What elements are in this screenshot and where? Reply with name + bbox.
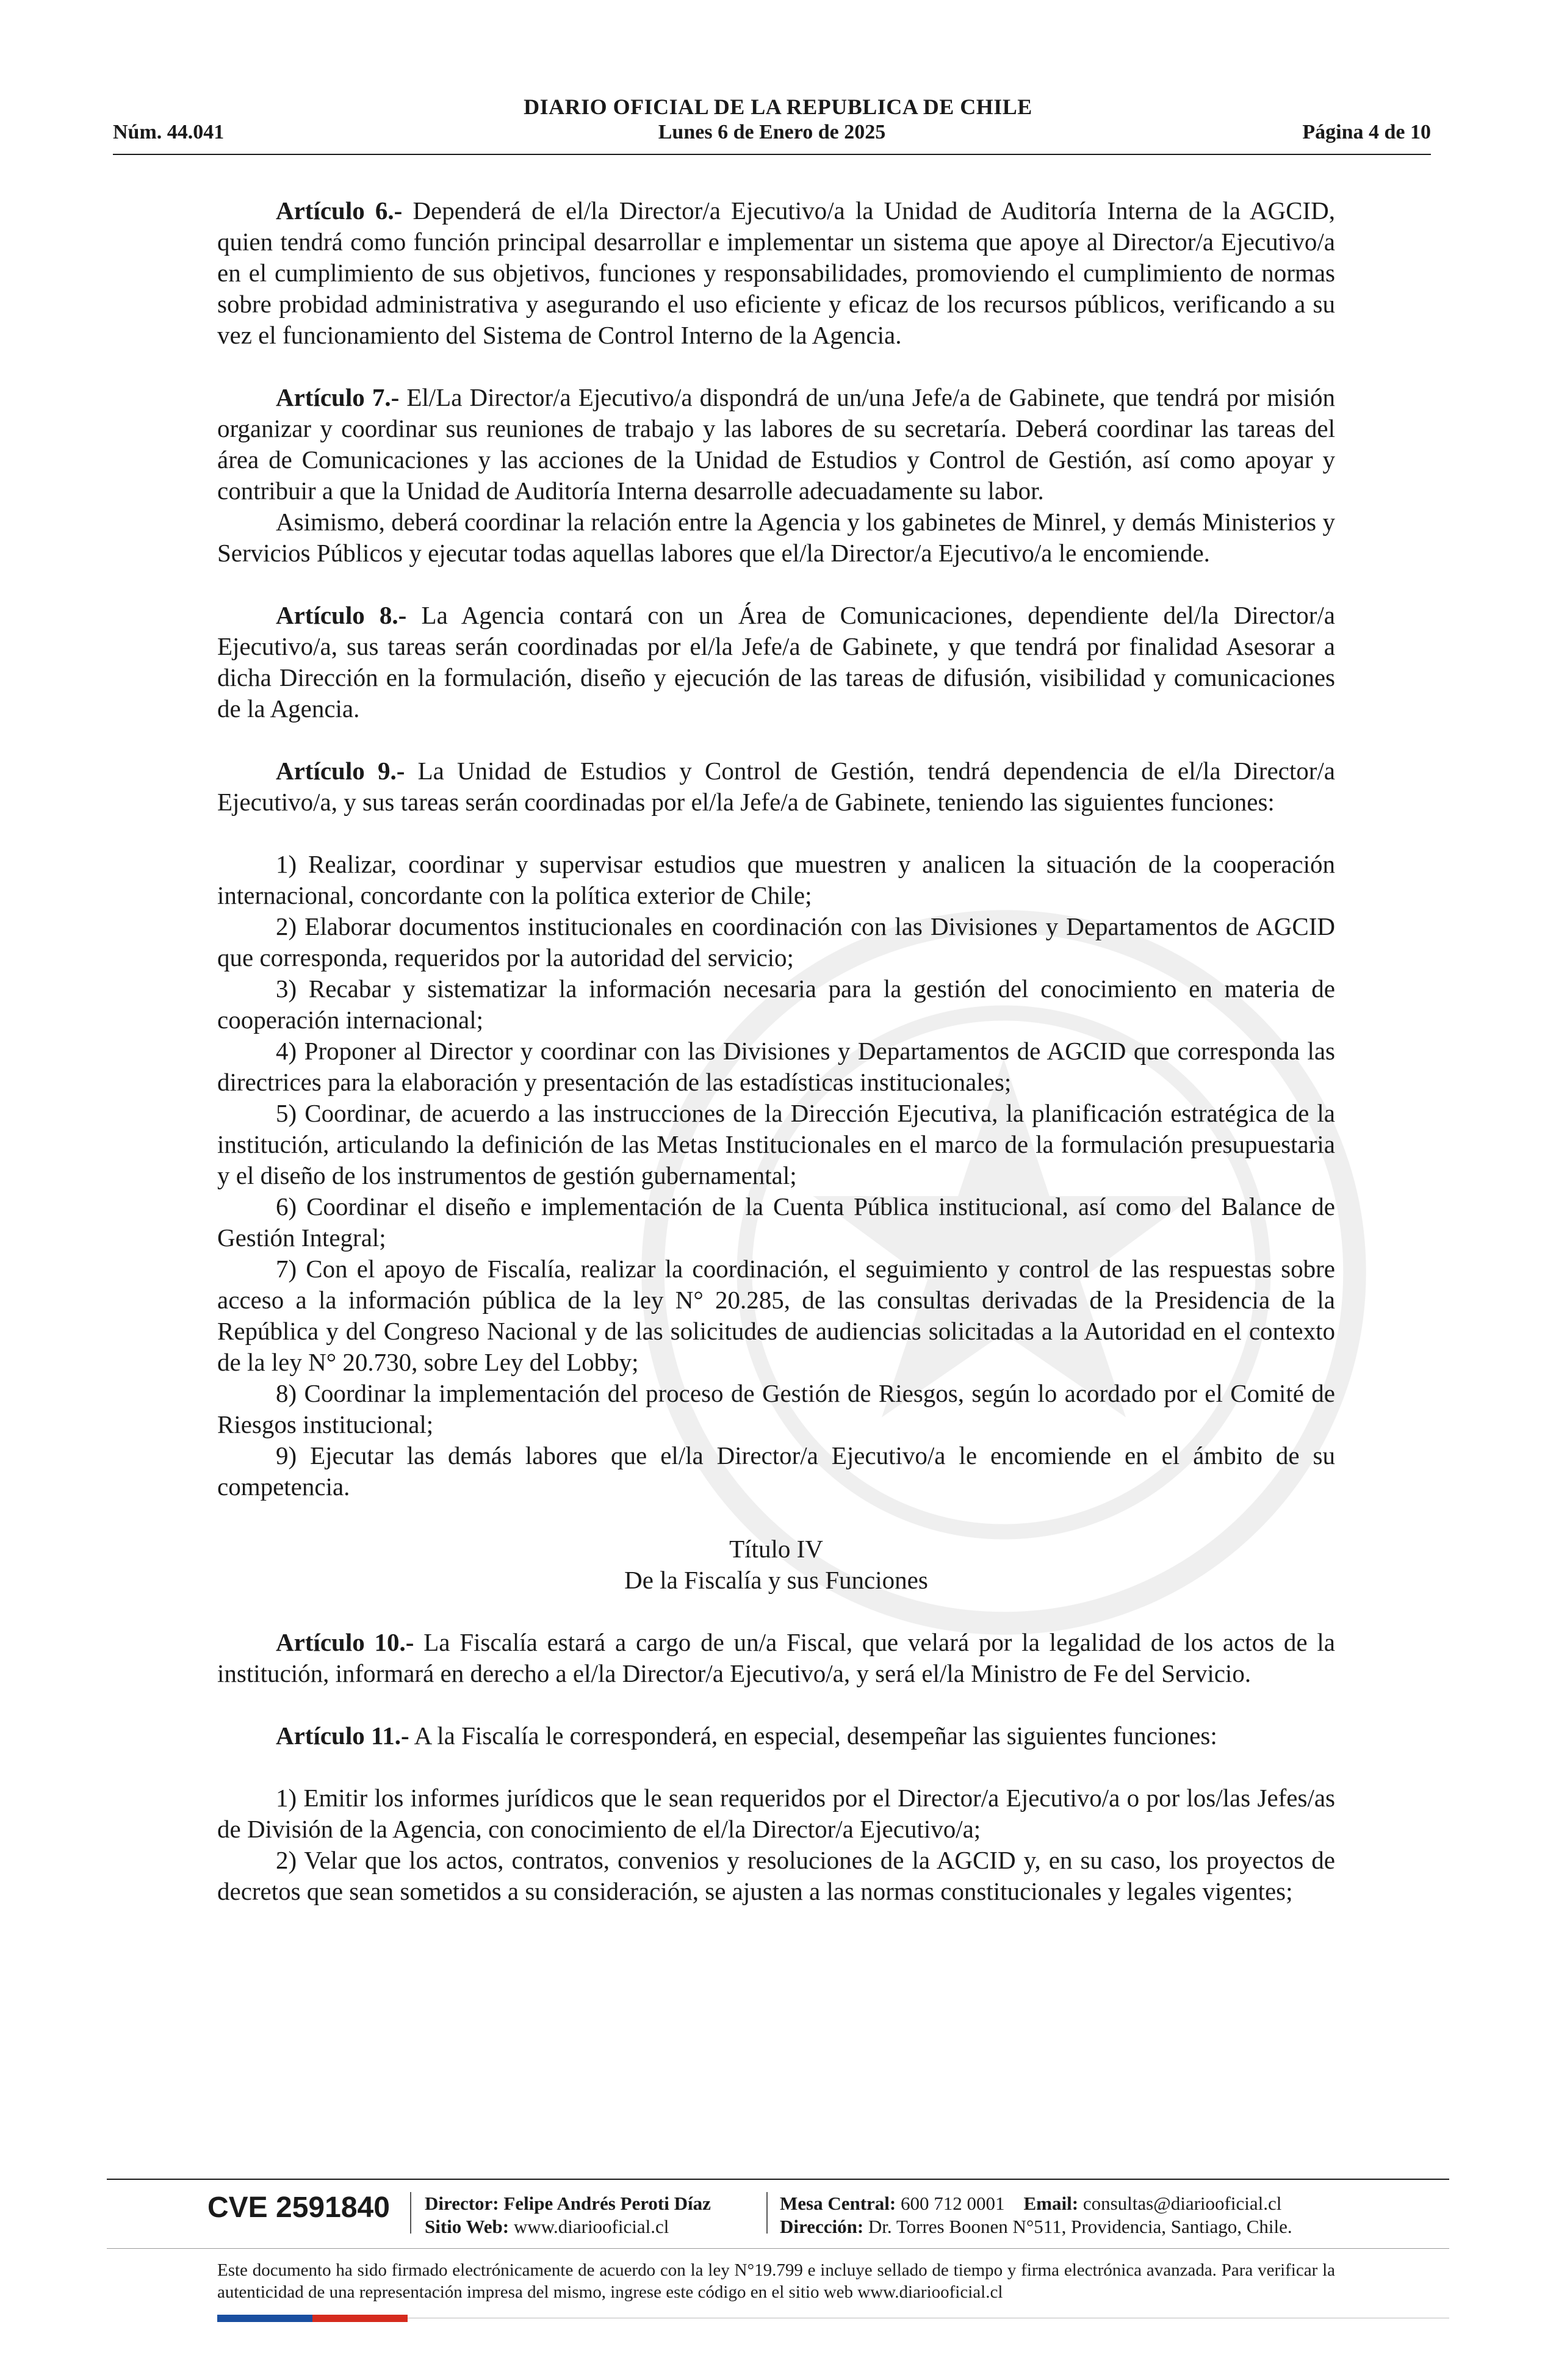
list-item: 5) Coordinar, de acuerdo a las instrucciones de la Dirección Ejecutiva, la planificación estratégica de la institución, articulando la definición de las Metas Institucionales en el marco de la formulación presupuestaria y el diseño de los instrumentos de gestión gubernamental; <box>217 1099 1335 1189</box>
phone-number: 600 712 0001 <box>901 2193 1005 2214</box>
article-6 <box>217 195 1335 351</box>
article-heading: Artículo 11.- <box>276 1722 409 1750</box>
article-7 <box>217 382 1335 507</box>
article-text: La Unidad de Estudios y Control de Gestión, tendrá dependencia de el/la Director/a Ejecutivo/a, y sus tareas serán coordinadas por el/la Jefe/a de Gabinete, teniendo las siguientes funciones: <box>217 757 1335 816</box>
cve-code: CVE 2591840 <box>207 2191 390 2224</box>
website-link[interactable]: www.diariooficial.cl <box>513 2216 669 2237</box>
list-item: 1) Emitir los informes jurídicos que le sean requeridos por el Director/a Ejecutivo/a o por los/las Jefes/as de División de la Agencia, con conocimiento de el/la Director/a Ejecutivo/a; <box>217 1784 1335 1843</box>
chile-flag-bar <box>217 2315 408 2322</box>
signature-disclaimer: Este documento ha sido firmado electrónicamente de acuerdo con la ley N°19.799 e incluye sellado de tiempo y firma electrónica avanzada. Para verificar la autenticidad de una representación impresa del mismo, ingrese este código en el sitio web www.diariooficial.cl <box>217 2260 1335 2302</box>
header-divider <box>113 154 1431 155</box>
section-subtitle: De la Fiscalía y sus Funciones <box>624 1566 928 1594</box>
article-11 <box>217 1720 1335 1751</box>
address-label: Dirección: <box>780 2216 864 2237</box>
list-item: 1) Realizar, coordinar y supervisar estudios que muestren y analicen la situación de la cooperación internacional, concordante con la política exterior de Chile; <box>217 850 1335 909</box>
article-text: A la Fiscalía le corresponderá, en especial, desempeñar las siguientes funciones: <box>409 1722 1217 1750</box>
article-text: La Fiscalía estará a cargo de un/a Fiscal, que velará por la legalidad de los actos de la institución, informará en derecho a el/la Director/a Ejecutivo/a, y será el/la Ministro de Fe del Servicio. <box>217 1628 1335 1687</box>
address-text: Dr. Torres Boonen N°511, Providencia, Santiago, Chile. <box>868 2216 1292 2237</box>
footer-divider <box>107 2179 1449 2180</box>
list-item: 3) Recabar y sistematizar la información necesaria para la gestión del conocimiento en materia de cooperación internacional; <box>217 975 1335 1034</box>
article-heading: Artículo 9.- <box>276 757 405 785</box>
article-heading: Artículo 6.- <box>276 197 403 225</box>
article-text: El/La Director/a Ejecutivo/a dispondrá de un/una Jefe/a de Gabinete, que tendrá por misión organizar y coordinar sus reuniones de trabajo y las labores de su secretaría. Deberá coordinar las tareas del área de Comunicaciones y las acciones de la Unidad de Estudios y Control de Gestión, así como apoyar y contribuir a que la Unidad de Auditoría Interna desarrolle adecuadamente su labor. <box>217 383 1335 505</box>
footer-director-block <box>425 2192 711 2238</box>
list-item: 8) Coordinar la implementación del proceso de Gestión de Riesgos, según lo acordado por el Comité de Riesgos institucional; <box>217 1379 1335 1438</box>
footer-separator <box>766 2192 768 2234</box>
article-9 <box>217 755 1335 818</box>
article-7-paragraph-2: Asimismo, deberá coordinar la relación entre la Agencia y los gabinetes de Minrel, y demás Ministerios y Servicios Públicos y ejecutar todas aquellas labores que el/la Director/a Ejecutivo/a le encomiende. <box>217 508 1335 567</box>
page-indicator: Página 4 de 10 <box>1302 121 1431 143</box>
list-item: 2) Elaborar documentos institucionales en coordinación con las Divisiones y Departamentos de AGCID que corresponda, requeridos por la autoridad del servicio; <box>217 912 1335 972</box>
document-body <box>217 195 1335 1907</box>
article-heading: Artículo 7.- <box>276 383 400 411</box>
article-10 <box>217 1627 1335 1689</box>
list-item: 9) Ejecutar las demás labores que el/la Director/a Ejecutivo/a le encomiende en el ámbito de su competencia. <box>217 1441 1335 1501</box>
article-8 <box>217 600 1335 724</box>
list-item: 4) Proponer al Director y coordinar con las Divisiones y Departamentos de AGCID que corresponda las directrices para la elaboración y presentación de las estadísticas institucionales; <box>217 1037 1335 1096</box>
list-item: 6) Coordinar el diseño e implementación de la Cuenta Pública institucional, así como del Balance de Gestión Integral; <box>217 1192 1335 1252</box>
article-heading: Artículo 10.- <box>276 1628 414 1656</box>
phone-label: Mesa Central: <box>780 2193 896 2214</box>
director-label: Director: <box>425 2193 499 2214</box>
article-text: Dependerá de el/la Director/a Ejecutivo/a la Unidad de Auditoría Interna de la AGCID, quien tendrá como función principal desarrollar e implementar un sistema que apoye al Director/a Ejecutivo/a en el cumplimiento de sus objetivos, funciones y responsabilidades, promoviendo el cumplimiento de normas sobre probidad administrativa y asegurando el uso eficiente y eficaz de los recursos públicos, verificando a su vez el funcionamiento del Sistema de Control Interno de la Agencia. <box>217 197 1335 349</box>
section-title: Título IV <box>729 1535 823 1563</box>
issue-date: Lunes 6 de Enero de 2025 <box>658 121 886 143</box>
list-item: 2) Velar que los actos, contratos, convenios y resoluciones de la AGCID y, en su caso, los proyectos de decretos que sean sometidos a su consideración, se ajusten a las normas constitucionales y legales vigentes; <box>217 1846 1335 1905</box>
article-heading: Artículo 8.- <box>276 601 407 629</box>
issue-number: Núm. 44.041 <box>113 121 225 143</box>
footer-divider-thin <box>107 2248 1449 2249</box>
website-label: Sitio Web: <box>425 2216 510 2237</box>
email-label: Email: <box>1023 2193 1079 2214</box>
list-item: 7) Con el apoyo de Fiscalía, realizar la coordinación, el seguimiento y control de las respuestas sobre acceso a la información pública de la ley N° 20.285, de las consultas derivadas de la Presidencia de la República y del Congreso Nacional y de las solicitudes de audiencias solicitadas a la Autoridad en el contexto de la ley N° 20.730, sobre Ley del Lobby; <box>217 1255 1335 1376</box>
gazette-title: DIARIO OFICIAL DE LA REPUBLICA DE CHILE <box>524 95 1032 119</box>
director-name: Felipe Andrés Peroti Díaz <box>503 2193 711 2214</box>
footer-contact-block <box>780 2192 1292 2238</box>
article-text: La Agencia contará con un Área de Comunicaciones, dependiente del/la Director/a Ejecutivo/a, sus tareas serán coordinadas por el/la Jefe/a de Gabinete, y que tendrá por finalidad Asesorar a dicha Dirección en la formulación, diseño y ejecución de las tareas de difusión, visibilidad y comunicaciones de la Agencia. <box>217 601 1335 723</box>
email-link[interactable]: consultas@diariooficial.cl <box>1082 2193 1282 2214</box>
footer-separator <box>410 2192 411 2234</box>
